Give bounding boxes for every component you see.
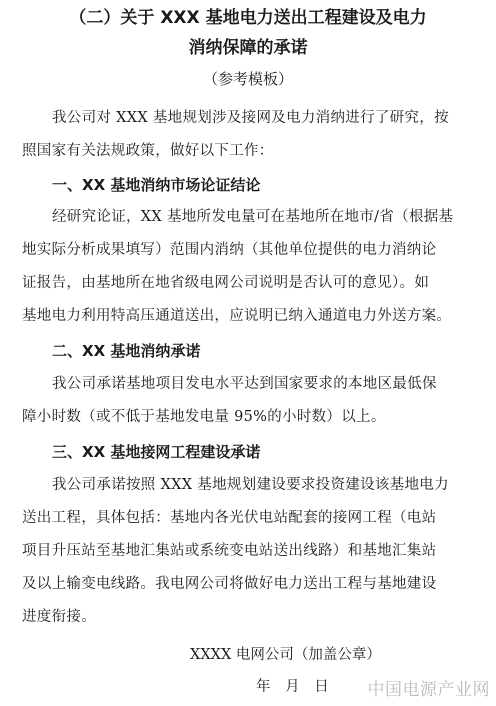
section-2-heading: 二、XX 基地消纳承诺	[52, 342, 201, 360]
section-3-line-4: 及以上输变电线路。我电网公司将做好电力送出工程与基地建设	[22, 576, 437, 592]
section-1-line-3: 证报告，由基地所在地省级电网公司说明是否认可的意见）。如	[22, 275, 430, 291]
document-title-line-2: 消纳保障的承诺	[188, 38, 308, 58]
document-subtitle: （参考模板）	[202, 70, 293, 88]
section-3-line-5: 进度衔接。	[22, 609, 96, 625]
signature-line: XXXX 电网公司（加盖公章）	[190, 647, 381, 663]
site-watermark: 中国电源产业网	[367, 680, 490, 700]
section-3-line-1: 我公司承诺按照 XXX 基地规划建设要求投资建设该基地电力	[52, 477, 449, 493]
intro-line-1: 我公司对 XXX 基地规划涉及接网及电力消纳进行了研究，按	[52, 110, 449, 126]
section-3-heading: 三、XX 基地接网工程建设承诺	[52, 443, 261, 461]
section-1-heading: 一、XX 基地消纳市场论证结论	[52, 176, 261, 194]
document-title-line-1: （二）关于 XXX 基地电力送出工程建设及电力	[69, 8, 427, 28]
section-1-line-2: 地实际分析成果填写）范围内消纳（其他单位提供的电力消纳论	[22, 242, 437, 258]
section-3-line-3: 项目升压站至基地汇集站或系统变电站送出线路）和基地汇集站	[22, 543, 437, 559]
section-1-line-1: 经研究论证，XX 基地所发电量可在基地所在地市/省（根据基	[52, 209, 454, 225]
section-2-line-1: 我公司承诺基地项目发电水平达到国家要求的本地区最低保	[52, 376, 437, 392]
intro-line-2: 照国家有关法规政策，做好以下工作：	[22, 143, 274, 159]
section-1-line-4: 基地电力利用特高压通道送出，应说明已纳入通道电力外送方案。	[22, 308, 452, 324]
section-3-line-2: 送出工程，具体包括：基地内各光伏电站配套的接网工程（电站	[22, 510, 437, 526]
section-2-line-2: 障小时数（或不低于基地发电量 95%的小时数）以上。	[22, 409, 386, 425]
date-line: 年 月 日	[256, 679, 329, 695]
